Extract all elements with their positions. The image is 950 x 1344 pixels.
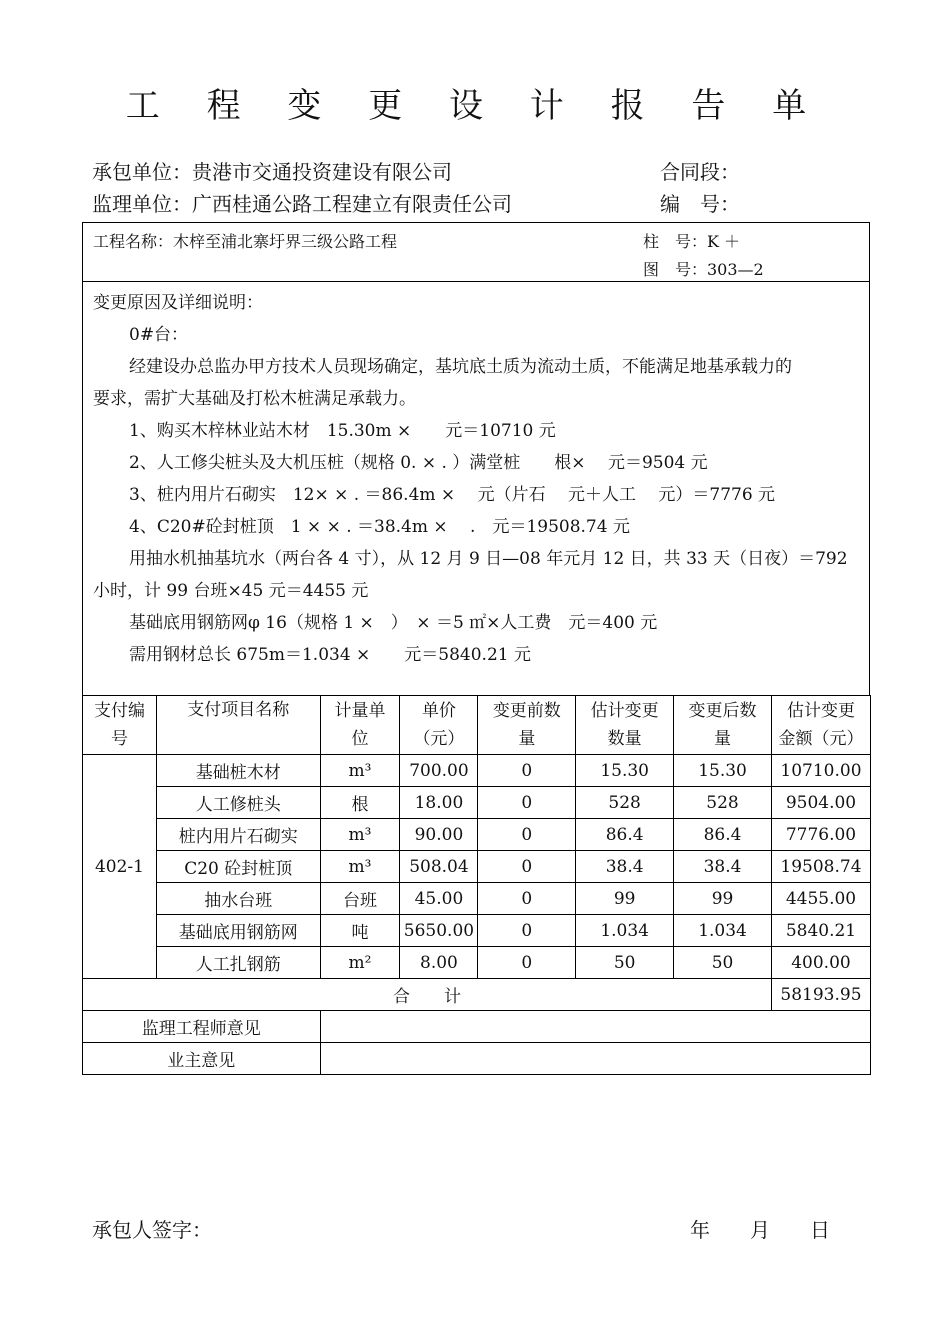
qty-before-cell: 0	[478, 787, 576, 819]
qty-before-cell: 0	[478, 883, 576, 915]
item-name-cell: 抽水台班	[156, 883, 320, 915]
unit-cell: m³	[320, 755, 400, 787]
unit-cell: m³	[320, 819, 400, 851]
amount-cell: 9504.00	[771, 787, 870, 819]
qty-change-cell: 86.4	[576, 819, 674, 851]
table-header-row	[83, 696, 871, 755]
header-qty-change: 估计变更 数量	[576, 696, 674, 755]
description-line: 需用钢材总长 675m＝1.034 × 元＝5840.21 元	[129, 645, 531, 665]
qty-after-cell: 15.30	[674, 755, 772, 787]
unit-cell: 根	[320, 787, 400, 819]
qty-after-cell: 528	[674, 787, 772, 819]
change-description-box	[82, 280, 870, 696]
document-number: 编 号：	[660, 192, 740, 216]
amount-cell: 400.00	[771, 947, 870, 979]
project-name: 工程名称：木梓至浦北寨圩界三级公路工程	[93, 232, 398, 251]
payment-table	[82, 695, 871, 1075]
price-cell: 5650.00	[400, 915, 478, 947]
price-cell: 508.04	[400, 851, 478, 883]
description-line: 小时，计 99 台班×45 元＝4455 元	[93, 581, 369, 601]
qty-before-cell: 0	[478, 947, 576, 979]
price-cell: 8.00	[400, 947, 478, 979]
amount-cell: 4455.00	[771, 883, 870, 915]
header-unit: 计量单 位	[320, 696, 400, 755]
table-row	[83, 915, 871, 947]
amount-cell: 19508.74	[771, 851, 870, 883]
owner-opinion-field[interactable]	[320, 1043, 870, 1075]
total-row	[83, 979, 871, 1011]
table-row	[83, 883, 871, 915]
page-title: 工 程 变 更 设 计 报 告 单	[125, 86, 825, 126]
header-pay-code: 支付编 号	[83, 696, 157, 755]
table-row	[83, 947, 871, 979]
item-name-cell: 基础底用钢筋网	[156, 915, 320, 947]
qty-after-cell: 1.034	[674, 915, 772, 947]
amount-cell: 7776.00	[771, 819, 870, 851]
description-line: 基础底用钢筋网φ 16（规格 1 × ） × ＝5 ㎡×人工费 元＝400 元	[129, 613, 658, 633]
qty-before-cell: 0	[478, 851, 576, 883]
description-line: 用抽水机抽基坑水（两台各 4 寸），从 12 月 9 日—08 年元月 12 日，共 33 天（日夜）＝792	[129, 549, 848, 569]
qty-before-cell: 0	[478, 915, 576, 947]
table-row	[83, 851, 871, 883]
header-qty-before: 变更前数 量	[478, 696, 576, 755]
unit-cell: 台班	[320, 883, 400, 915]
unit-cell: m²	[320, 947, 400, 979]
price-cell: 700.00	[400, 755, 478, 787]
contract-section: 合同段：	[660, 160, 740, 184]
owner-opinion-row	[83, 1043, 871, 1075]
table-row	[83, 819, 871, 851]
owner-opinion-label: 业主意见	[83, 1043, 321, 1075]
qty-before-cell: 0	[478, 819, 576, 851]
qty-after-cell: 50	[674, 947, 772, 979]
drawing-number: 图 号：303—2	[643, 260, 764, 279]
price-cell: 90.00	[400, 819, 478, 851]
contractor-unit: 承包单位：贵港市交通投资建设有限公司	[92, 160, 452, 184]
qty-change-cell: 528	[576, 787, 674, 819]
description-line: 2、人工修尖桩头及大机压桩（规格 0. × . ）满堂桩 根× 元＝9504 元	[129, 453, 708, 473]
supervision-unit: 监理单位：广西桂通公路工程建立有限责任公司	[92, 192, 512, 216]
engineer-opinion-row	[83, 1011, 871, 1043]
amount-cell: 10710.00	[771, 755, 870, 787]
signature-date: 年 月 日	[690, 1218, 830, 1242]
header-unit-price: 单价 （元）	[400, 696, 478, 755]
total-value: 58193.95	[771, 979, 870, 1011]
description-line: 4、C20#砼封桩顶 1 × × . ＝38.4m × . 元＝19508.74 元	[129, 517, 630, 537]
project-info-box	[82, 222, 870, 282]
qty-change-cell: 38.4	[576, 851, 674, 883]
description-line: 1、购买木梓林业站木材 15.30m × 元＝10710 元	[129, 421, 556, 441]
description-line: 经建设办总监办甲方技术人员现场确定，基坑底土质为流动土质，不能满足地基承载力的	[129, 357, 792, 377]
price-cell: 45.00	[400, 883, 478, 915]
engineer-opinion-label: 监理工程师意见	[83, 1011, 321, 1043]
description-line: 0#台：	[129, 325, 189, 345]
description-heading: 变更原因及详细说明：	[93, 293, 263, 313]
contractor-signature: 承包人签字：	[92, 1218, 212, 1242]
qty-change-cell: 15.30	[576, 755, 674, 787]
qty-after-cell: 86.4	[674, 819, 772, 851]
item-name-cell: C20 砼封桩顶	[156, 851, 320, 883]
pay-code-cell: 402-1	[83, 755, 157, 979]
qty-change-cell: 99	[576, 883, 674, 915]
unit-cell: m³	[320, 851, 400, 883]
item-name-cell: 人工修桩头	[156, 787, 320, 819]
item-name-cell: 人工扎钢筋	[156, 947, 320, 979]
table-row	[83, 755, 871, 787]
description-line: 3、桩内用片石砌实 12× × . ＝86.4m × 元（片石 元＋人工 元）＝7776 元	[129, 485, 776, 505]
header-amount: 估计变更 金额（元）	[771, 696, 870, 755]
item-name-cell: 基础桩木材	[156, 755, 320, 787]
qty-before-cell: 0	[478, 755, 576, 787]
description-line: 要求，需扩大基础及打松木桩满足承载力。	[93, 389, 416, 409]
qty-change-cell: 1.034	[576, 915, 674, 947]
station-number: 柱 号：K ＋	[643, 232, 741, 251]
item-name-cell: 桩内用片石砌实	[156, 819, 320, 851]
price-cell: 18.00	[400, 787, 478, 819]
qty-change-cell: 50	[576, 947, 674, 979]
unit-cell: 吨	[320, 915, 400, 947]
header-qty-after: 变更后数 量	[674, 696, 772, 755]
qty-after-cell: 99	[674, 883, 772, 915]
qty-after-cell: 38.4	[674, 851, 772, 883]
header-item-name: 支付项目名称	[156, 696, 320, 755]
total-label: 合 计	[83, 979, 772, 1011]
amount-cell: 5840.21	[771, 915, 870, 947]
table-row	[83, 787, 871, 819]
engineer-opinion-field[interactable]	[320, 1011, 870, 1043]
